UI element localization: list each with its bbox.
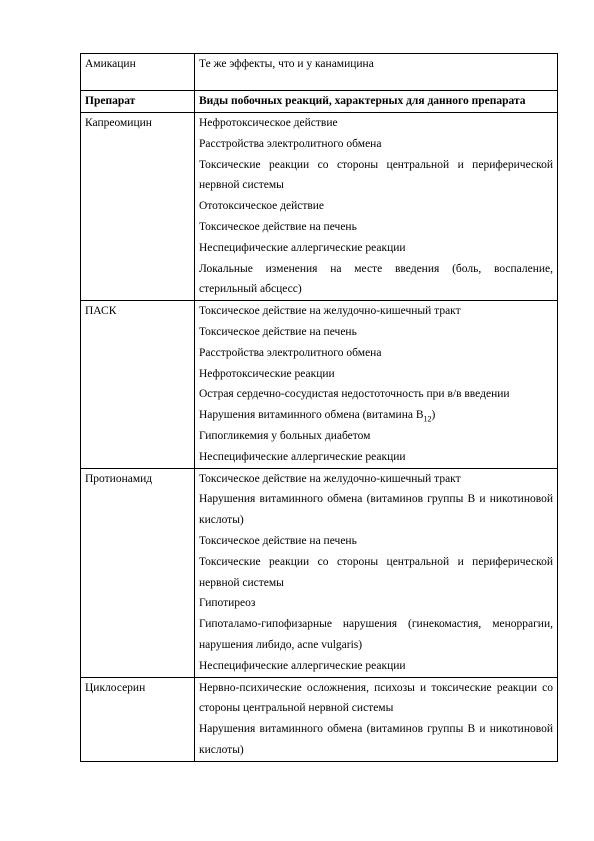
effects-cell xyxy=(195,113,558,301)
effect-item: Расстройства электролитного обмена xyxy=(199,137,382,150)
effect-item: Токсическое действие на печень xyxy=(199,220,357,233)
effects-cell xyxy=(195,301,558,468)
effect-item: Нарушения витаминного обмена (витаминов группы В и никотиновой кислоты) xyxy=(199,493,553,527)
effects-cell xyxy=(195,468,558,677)
effect-item: Нервно-психические осложнения, психозы и токсические реакции со стороны центральной нервной системы xyxy=(199,681,553,715)
drug-name-cell: Протионамид xyxy=(81,468,195,677)
effect-item: Токсическое действие на печень xyxy=(199,325,357,338)
effect-item: Токсическое действие на печень xyxy=(199,534,357,547)
drug-name-cell: ПАСК xyxy=(81,301,195,468)
effect-item: Расстройства электролитного обмена xyxy=(199,346,382,359)
table-header-row xyxy=(81,91,558,113)
table-row-cycloserine xyxy=(81,677,558,761)
effect-item: Нарушения витаминного обмена (витаминов группы В и никотиновой кислоты) xyxy=(199,723,553,756)
drug-name-cell: Циклосерин xyxy=(81,677,195,761)
effect-item-vitamin xyxy=(199,405,553,426)
table-row-protionamide xyxy=(81,468,558,677)
side-effects-table xyxy=(80,53,558,762)
effect-item: Токсическое действие на желудочно-кишечный тракт xyxy=(199,472,461,485)
header-drug-cell: Препарат xyxy=(81,91,195,113)
vitamin-subscript: 12 xyxy=(423,414,432,424)
effect-item: Токсическое действие на желудочно-кишечный тракт xyxy=(199,305,461,318)
effect-item: Неспецифические аллергические реакции xyxy=(199,450,406,463)
effect-item: Нефротоксическое действие xyxy=(199,117,338,129)
effect-item: Локальные изменения на месте введения (боль, воспаление, стерильный абсцесс) xyxy=(199,262,553,296)
drug-name-cell: Амикацин xyxy=(81,54,195,91)
effect-item: Гипотиреоз xyxy=(199,597,256,610)
header-effects-cell: Виды побочных реакций, характерных для данного препарата xyxy=(195,91,558,113)
drug-name-cell: Капреомицин xyxy=(81,113,195,301)
table-row-amikacin xyxy=(81,54,558,91)
table-row-capreomycin xyxy=(81,113,558,301)
closing-parenthesis: ) xyxy=(431,409,436,422)
effect-cell: Те же эффекты, что и у канамицина xyxy=(195,54,558,91)
effect-item: Токсические реакции со стороны центральной и периферической нервной системы xyxy=(199,158,553,192)
effect-item: Нефротоксические реакции xyxy=(199,367,335,380)
effects-cell xyxy=(195,677,558,761)
effect-item: Токсические реакции со стороны центральной и периферической нервной системы xyxy=(199,555,553,589)
effect-text: Нарушения витаминного обмена (витамина В xyxy=(199,409,424,422)
effect-item: Неспецифические аллергические реакции xyxy=(199,659,406,672)
table-row-pask xyxy=(81,301,558,468)
effect-item: Острая сердечно-сосудистая недостоточность при в/в введении xyxy=(199,388,510,401)
effect-item: Ототоксическое действие xyxy=(199,200,325,213)
effect-item: Неспецифические аллергические реакции xyxy=(199,241,406,254)
effect-item: Гипогликемия у больных диабетом xyxy=(199,429,371,442)
effect-item: Гипоталамо-гипофизарные нарушения (гинекомастия, меноррагии, нарушения либидо, acne vulgaris) xyxy=(199,618,553,651)
